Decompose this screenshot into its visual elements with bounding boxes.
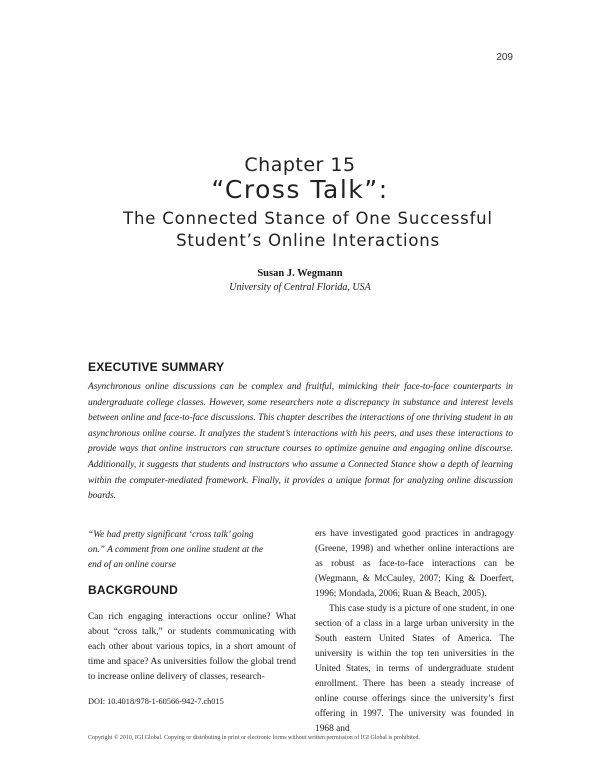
chapter-label: Chapter 15 xyxy=(244,154,356,176)
author-affiliation: University of Central Florida, USA xyxy=(229,282,371,293)
executive-summary-heading: EXECUTIVE SUMMARY xyxy=(88,360,225,374)
background-paragraph: Can rich engaging interactions occur online? What about “cross talk,” or students communicating with each other about various topics, in a short amount of time and space? As universities follow the global trend to increase online delivery of classes, research- xyxy=(88,612,296,682)
right-column-paragraph-1: ers have investigated good practices in andragogy (Greene, 1998) and whether online interactions are as robust as face-to-face interactions can be (Wegmann, & McCauley, 2007; King & Doerfert, 1996; Mondada, 2006; Ruan & Beach, 2005). xyxy=(315,529,514,599)
chapter-subtitle-line-1: The Connected Stance of One Successful xyxy=(123,209,493,228)
chapter-subtitle xyxy=(0,208,600,252)
background-heading: BACKGROUND xyxy=(88,583,178,597)
copyright-notice: Copyright © 2010, IGI Global. Copying or distributing in print or electronic forms without written permission of IGI Global is prohibited. xyxy=(88,735,421,741)
chapter-title: “Cross Talk”: xyxy=(211,175,389,204)
author-name: Susan J. Wegmann xyxy=(257,268,343,279)
right-column xyxy=(315,527,514,737)
chapter-subtitle-line-2: Student’s Online Interactions xyxy=(176,231,440,250)
doi-line: DOI: 10.4018/978-1-60566-942-7.ch015 xyxy=(88,697,224,706)
executive-summary-text: Asynchronous online discussions can be complex and fruitful, mimicking their face-to-face counterparts in undergraduate college classes. However, some researchers note a discrepancy in substance and interest levels between online and face-to-face discussions. This chapter describes the interactions of one thriving student in an asynchronous online course. It analyzes the student’s interactions with his peers, and uses these interactions to provide ways that online instructors can structure courses to optimize genuine and engaging online discourse. Additionally, it suggests that students and instructors who assume a Connected Stance show a depth of learning within the computer-mediated framework. Finally, it provides a unique format for analyzing online discussion boards. xyxy=(88,382,513,502)
epigraph-quote: “We had pretty significant ‘cross talk’ going on.” A comment from one online student at the end of an online course xyxy=(88,530,264,570)
right-column-paragraph-2: This case study is a picture of one student, in one section of a class in a large urban university in the South eastern United States of America. The university is within the top ten universities in the United States, in terms of undergraduate student enrollment. There has been a steady increase of online course offerings since the university’s first offering in 1997. The university was founded in 1968 and xyxy=(315,604,514,734)
page-number: 209 xyxy=(496,52,513,63)
